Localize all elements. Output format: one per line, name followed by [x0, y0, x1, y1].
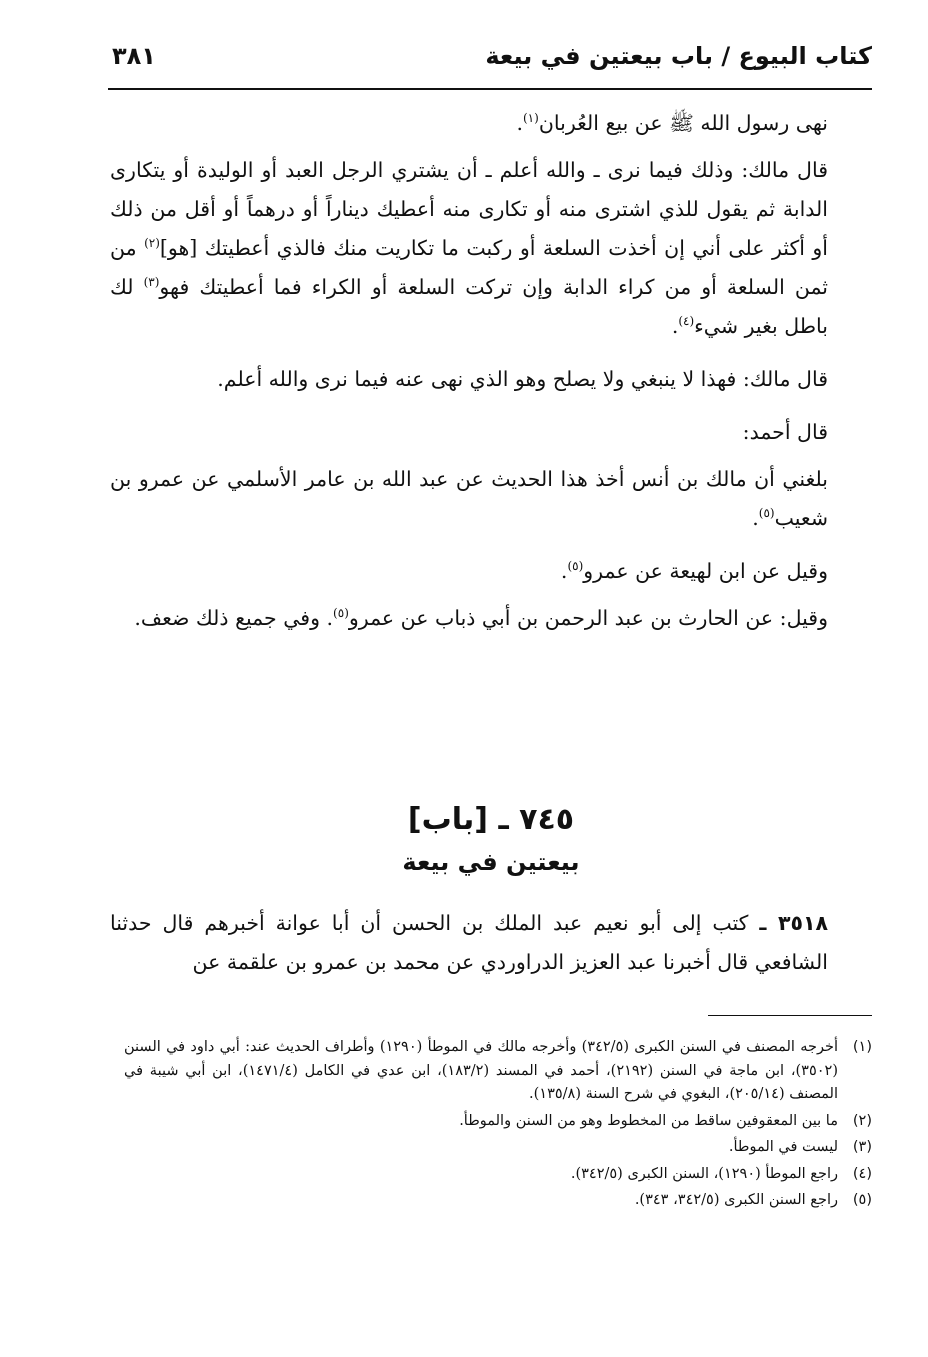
paragraph-2-bracket: [هو]	[159, 236, 198, 260]
paragraph-4-text: قال أحمد:	[742, 420, 828, 444]
footnote-mark: (٢)	[852, 1112, 872, 1129]
chapter-title: بيعتين في بيعة	[402, 848, 580, 876]
paragraph-3-text: قال مالك: فهذا لا ينبغي ولا يصلح وهو الذي نهى عنه فيما نرى والله أعلم.	[217, 367, 828, 391]
hadith-paragraph	[110, 904, 872, 982]
page-header	[108, 38, 872, 90]
footnote-mark: (١)	[852, 1039, 872, 1055]
footnote-text: راجع الموطأ (١٢٩٠)، السنن الكبرى (٣٤٢/٥).	[570, 1165, 838, 1182]
paragraph-2-text: قال مالك: وذلك فيما نرى ـ والله أعلم ـ أن يشتري الرجل العبد أو الوليدة أو يتكارى الدابة ثم يقول للذي اشترى منه أو تكارى منه أعطيك ديناراً أو درهماً أو أقل من ذلك أو أكثر على أني إن أخذت السلعة أو ركبت ما تكاريت منك فالذي أعطيتك	[110, 158, 828, 260]
hadith-block	[110, 904, 872, 982]
footnote-item	[124, 1110, 872, 1134]
running-title: كتاب البيوع / باب بيعتين في بيعة	[485, 42, 872, 70]
paragraph-7	[110, 599, 872, 638]
footnotes	[124, 1036, 872, 1216]
footnote-ref: (٥)	[333, 606, 349, 621]
footnote-ref: (١)	[522, 111, 539, 126]
footnote-text: ما بين المعقوفين ساقط من المخطوط وهو من السنن والموطأ.	[459, 1112, 838, 1129]
footnote-item	[124, 1163, 872, 1187]
footnote-mark: (٤)	[852, 1165, 872, 1182]
footnote-mark: (٥)	[852, 1192, 872, 1208]
footnote-divider	[708, 1015, 872, 1016]
paragraph-4	[110, 413, 872, 452]
hadith-text: كتب إلى أبو نعيم عبد الملك بن الحسن أن أبا عوانة أخبرهم قال حدثنا الشافعي قال أخبرنا عبد العزيز الدراوردي عن محمد بن عمرو بن علقمة عن	[110, 911, 828, 974]
paragraph-2	[110, 151, 872, 346]
footnote-text: ليست في الموطأ.	[728, 1139, 838, 1155]
footnote-mark: (٣)	[852, 1139, 872, 1155]
paragraph-1-text: نهى رسول الله ﷺ عن بيع العُربان	[538, 111, 828, 135]
paragraph-6-tail: .	[560, 559, 568, 583]
footnote-ref: (٣)	[143, 275, 160, 290]
footnote-ref: (٥)	[567, 559, 584, 574]
paragraph-1-tail: .	[516, 111, 523, 135]
footnote-ref: (٥)	[758, 506, 775, 521]
paragraph-5-tail: .	[752, 506, 759, 530]
paragraph-2-tail: .	[671, 314, 679, 338]
footnote-item	[124, 1189, 872, 1213]
chapter-number: ٧٤٥ ـ [باب]	[407, 802, 575, 837]
footnote-ref: (٤)	[678, 314, 695, 329]
paragraph-6	[110, 552, 872, 591]
paragraph-7-text: وقيل: عن الحارث بن عبد الرحمن بن أبي ذباب عن عمرو	[348, 606, 828, 630]
paragraph-5-text: بلغني أن مالك بن أنس أخذ هذا الحديث عن عبد الله بن عامر الأسلمي عن عمرو بن شعيب	[110, 467, 828, 530]
paragraph-7-tail: . وفي جميع ذلك ضعف.	[134, 606, 334, 630]
footnote-text: راجع السنن الكبرى (٣٤٢/٥، ٣٤٣).	[634, 1192, 838, 1208]
main-text	[110, 104, 872, 638]
paragraph-5	[110, 460, 872, 538]
footnote-ref: (٢)	[144, 236, 160, 251]
chapter-heading	[110, 798, 872, 882]
footnote-item	[124, 1136, 872, 1160]
paragraph-2-text2: من ثمن السلعة أو من كراء الدابة وإن تركت السلعة أو الكراء فما أعطيتك فهو	[110, 236, 828, 299]
paragraph-6-text: وقيل عن ابن لهيعة عن عمرو	[583, 559, 828, 583]
paragraph-1	[110, 104, 872, 143]
hadith-number: ٣٥١٨ ـ	[759, 911, 828, 935]
paragraph-3	[110, 360, 872, 399]
paragraph-2-text3: لك باطل بغير شيء	[110, 275, 828, 338]
footnote-item	[124, 1036, 872, 1107]
footnote-text: أخرجه المصنف في السنن الكبرى (٣٤٢/٥) وأخرجه مالك في الموطأ (١٢٩٠) وأطراف الحديث عند: أبي داود في السنن (٣٥٠٢)، ابن ماجة في السنن (٢١٩٢)، أحمد في المسند (١٨٣/٢)، ابن عدي في الكامل (١٤٧١/٤)، ابن أبي شيبة في المصنف (٢٠٥/١٤)، البغوي في شرح السنة (١٣٥/٨).	[124, 1039, 838, 1102]
page-number: ٣٨١	[112, 42, 156, 70]
